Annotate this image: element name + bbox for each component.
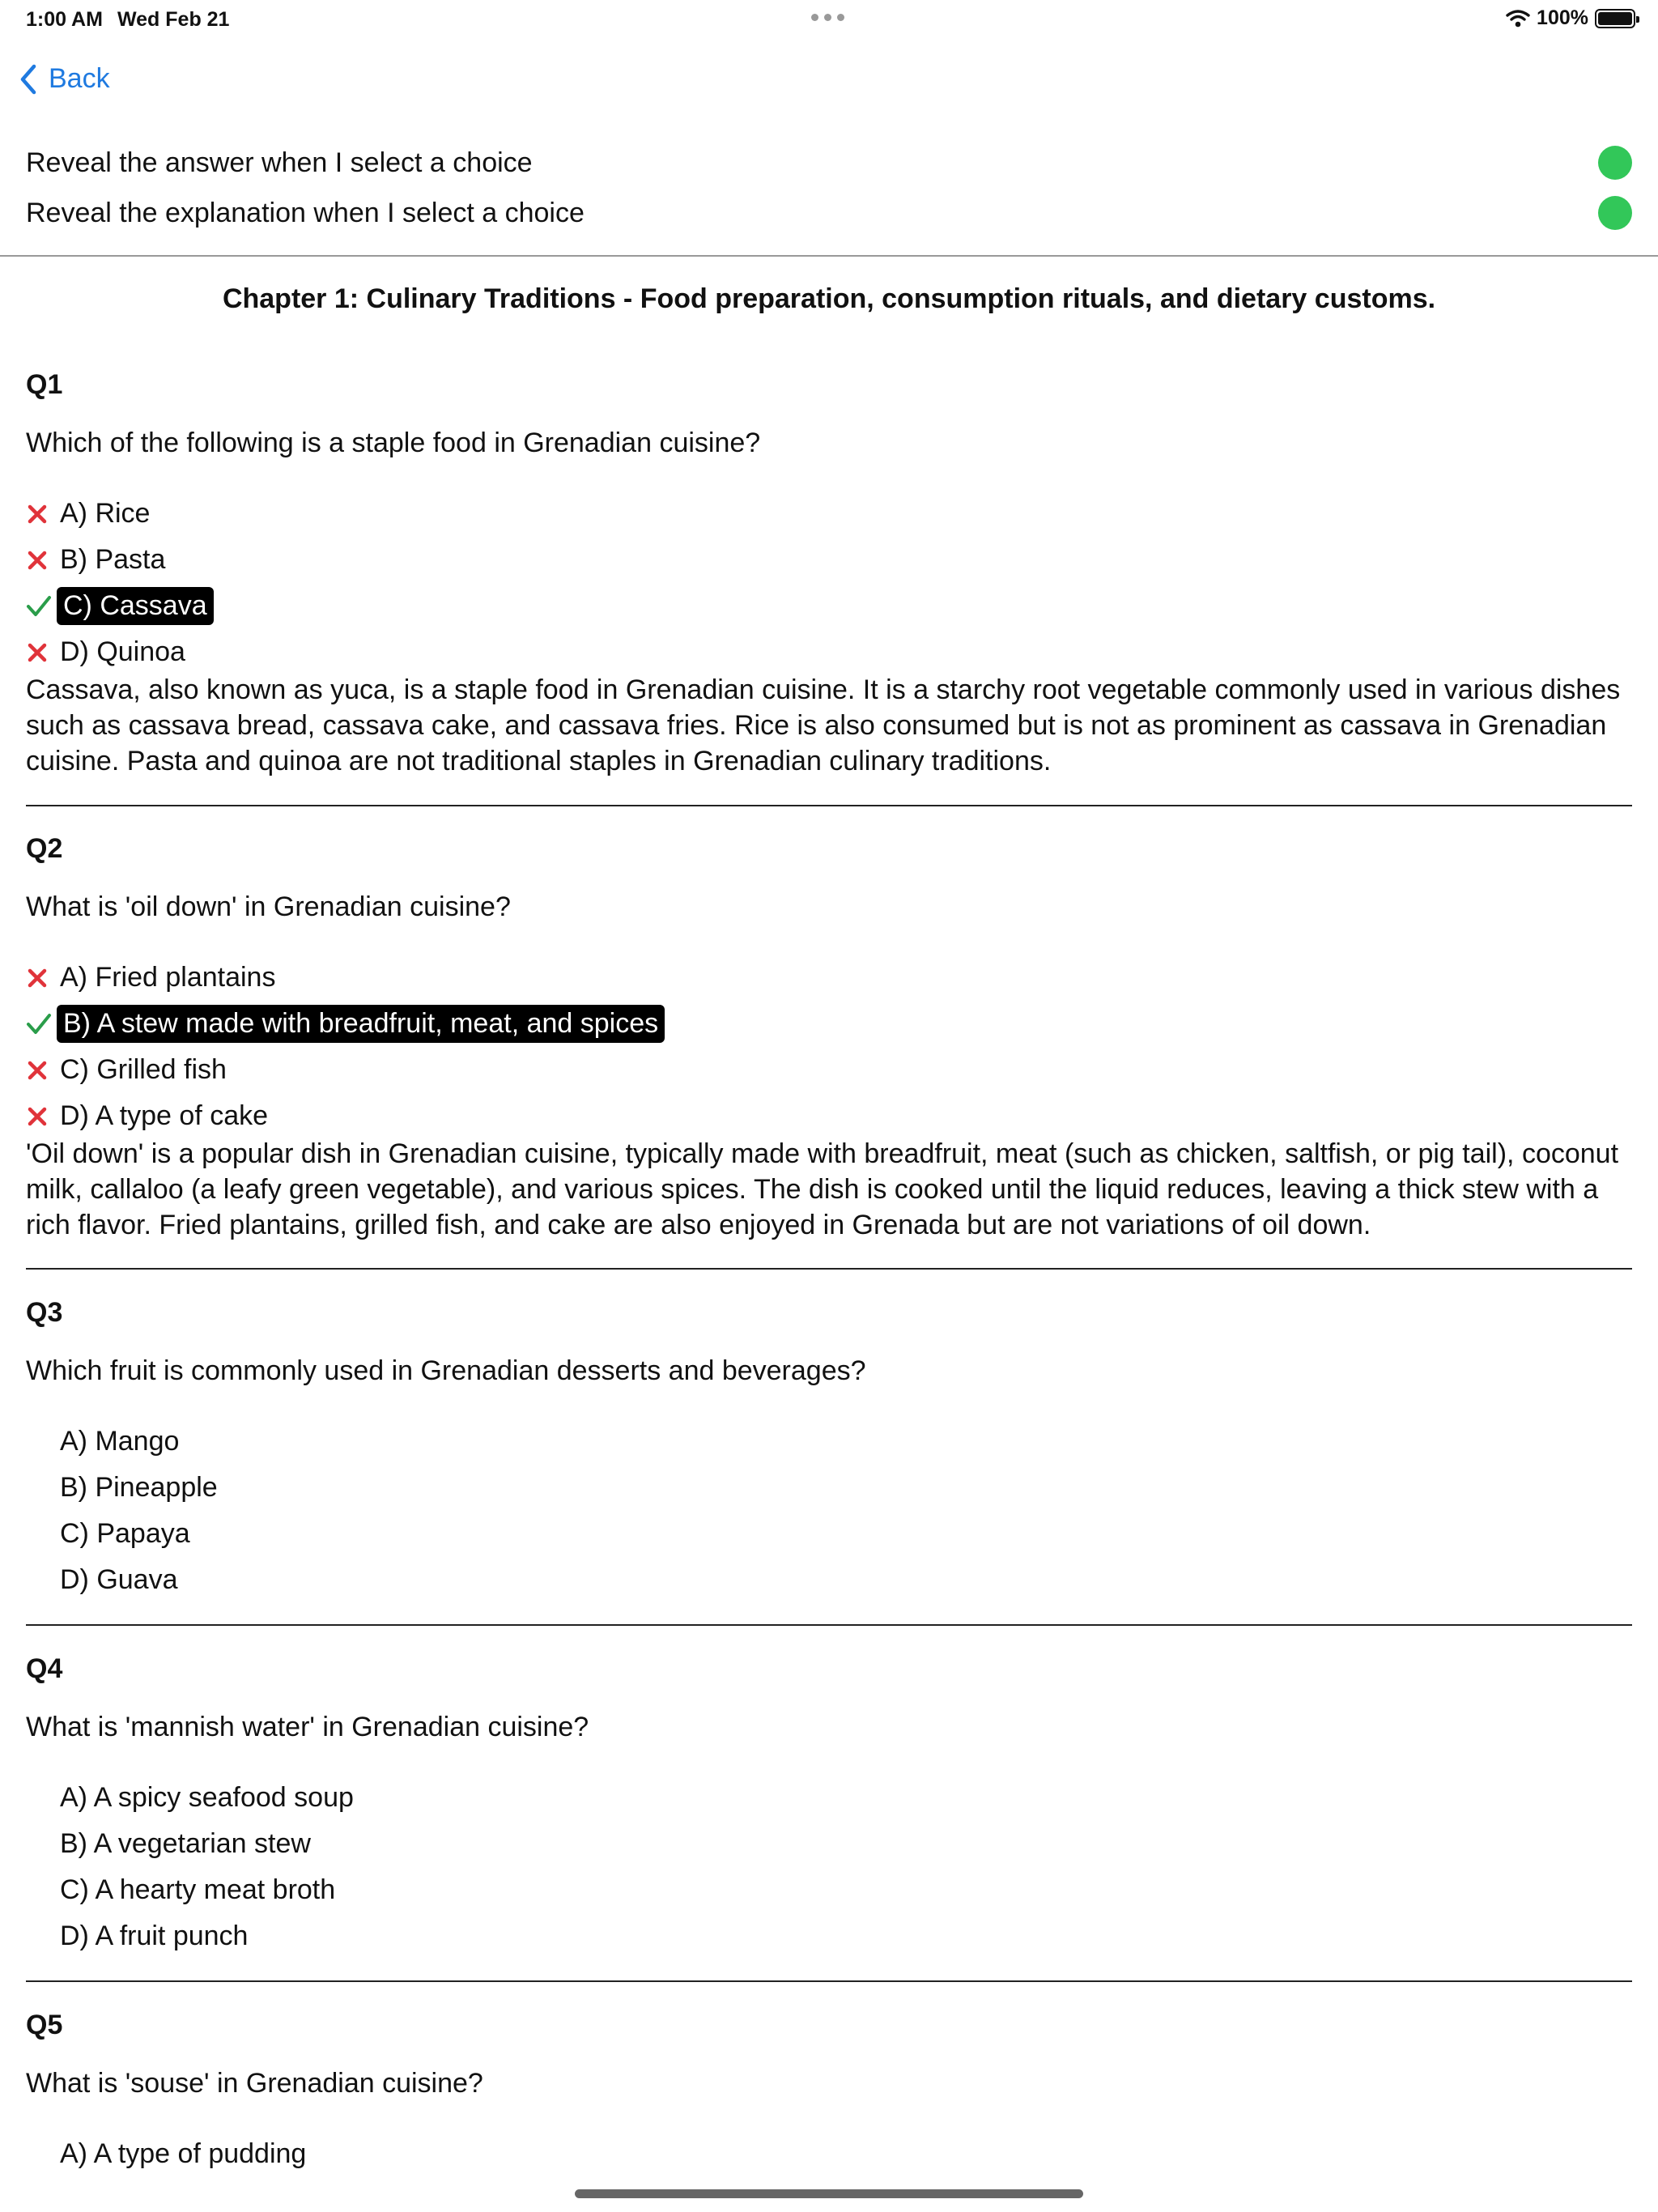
option-label: D) A fruit punch — [60, 1921, 249, 1951]
question-text: Which of the following is a staple food in Grenadian cuisine? — [26, 428, 761, 458]
option-label: D) A type of cake — [60, 1100, 269, 1131]
option-label: B) Pasta — [60, 544, 166, 575]
option-label: A) Fried plantains — [60, 962, 276, 993]
home-indicator[interactable] — [575, 2189, 1083, 2198]
question-text: What is 'souse' in Grenadian cuisine? — [26, 2068, 483, 2099]
option-c[interactable] — [26, 583, 214, 629]
option-label: B) A vegetarian stew — [60, 1828, 311, 1859]
question-number: Q3 — [26, 1297, 63, 1328]
option-label: A) A type of pudding — [60, 2138, 307, 2169]
explanation: Cassava, also known as yuca, is a staple food in Grenadian cuisine. It is a starchy root vegetable commonly used in various dishes such as cassava bread, cassava cake, and cassava fries. Rice is also consumed but is not as prominent as cassava in Grenadian cuisine. Pasta and quinoa are not traditional staples in Grenadian culinary traditions. — [26, 674, 1621, 776]
question-text: What is 'mannish water' in Grenadian cuisine? — [26, 1712, 589, 1742]
option-label-selected: B) A stew made with breadfruit, meat, and spices — [57, 1005, 665, 1043]
option-c[interactable] — [26, 1047, 665, 1093]
option-b[interactable] — [26, 1001, 665, 1047]
option-label: A) Rice — [60, 498, 151, 529]
option-label-selected: C) Cassava — [57, 587, 214, 625]
option-a[interactable] — [26, 2131, 312, 2177]
option-d[interactable] — [26, 629, 214, 675]
option-a[interactable] — [26, 1775, 360, 1821]
option-c[interactable] — [26, 1867, 360, 1913]
question-divider — [26, 805, 1632, 806]
option-d[interactable] — [26, 1557, 224, 1603]
options-list — [26, 2131, 312, 2177]
option-a[interactable] — [26, 491, 214, 537]
option-b[interactable] — [26, 537, 214, 583]
option-b[interactable] — [26, 1821, 360, 1867]
checkmark-icon — [26, 1013, 60, 1036]
back-label: Back — [49, 63, 110, 94]
question-number: Q1 — [26, 369, 63, 400]
option-label: C) Papaya — [60, 1518, 190, 1549]
question-text: What is 'oil down' in Grenadian cuisine? — [26, 891, 511, 922]
options-list — [26, 1775, 360, 1959]
battery-percentage: 100% — [1537, 6, 1588, 29]
option-c[interactable] — [26, 1511, 224, 1557]
option-label: C) A hearty meat broth — [60, 1874, 336, 1905]
question-text: Which fruit is commonly used in Grenadian desserts and beverages? — [26, 1355, 866, 1386]
option-label: A) A spicy seafood soup — [60, 1782, 354, 1813]
option-label: C) Grilled fish — [60, 1054, 227, 1085]
question-divider — [26, 1624, 1632, 1626]
option-d[interactable] — [26, 1913, 360, 1959]
option-a[interactable] — [26, 955, 665, 1001]
option-a[interactable] — [26, 1419, 224, 1465]
question-number: Q4 — [26, 1653, 63, 1684]
reveal-explanation-label: Reveal the explanation when I select a choice — [26, 197, 585, 228]
options-list — [26, 491, 214, 675]
option-label: D) Guava — [60, 1564, 178, 1595]
chapter-title: Chapter 1: Culinary Traditions - Food preparation, consumption rituals, and dietary customs. — [222, 283, 1436, 314]
option-d[interactable] — [26, 1093, 665, 1139]
explanation: 'Oil down' is a popular dish in Grenadian cuisine, typically made with breadfruit, meat (such as chicken, saltfish, or pig tail), coconut milk, callaloo (a leafy green vegetable), and various spices. The dish is cooked until the liquid reduces, leaving a thick stew with a rich flavor. Fried plantains, grilled fish, and cake are also enjoyed in Grenada but are not variations of oil down. — [26, 1138, 1619, 1240]
status-date: Wed Feb 21 — [117, 8, 230, 31]
options-list — [26, 1419, 224, 1603]
options-list — [26, 955, 665, 1139]
reveal-answer-label: Reveal the answer when I select a choice — [26, 147, 533, 178]
option-label: A) Mango — [60, 1426, 180, 1457]
question-number: Q2 — [26, 833, 63, 864]
checkmark-icon — [26, 595, 60, 618]
question-divider — [26, 1268, 1632, 1270]
option-label: B) Pineapple — [60, 1472, 218, 1503]
question-divider — [26, 1980, 1632, 1982]
option-b[interactable] — [26, 1465, 224, 1511]
question-number: Q5 — [26, 2010, 63, 2040]
option-label: D) Quinoa — [60, 636, 185, 667]
status-time: 1:00 AM — [26, 8, 103, 31]
